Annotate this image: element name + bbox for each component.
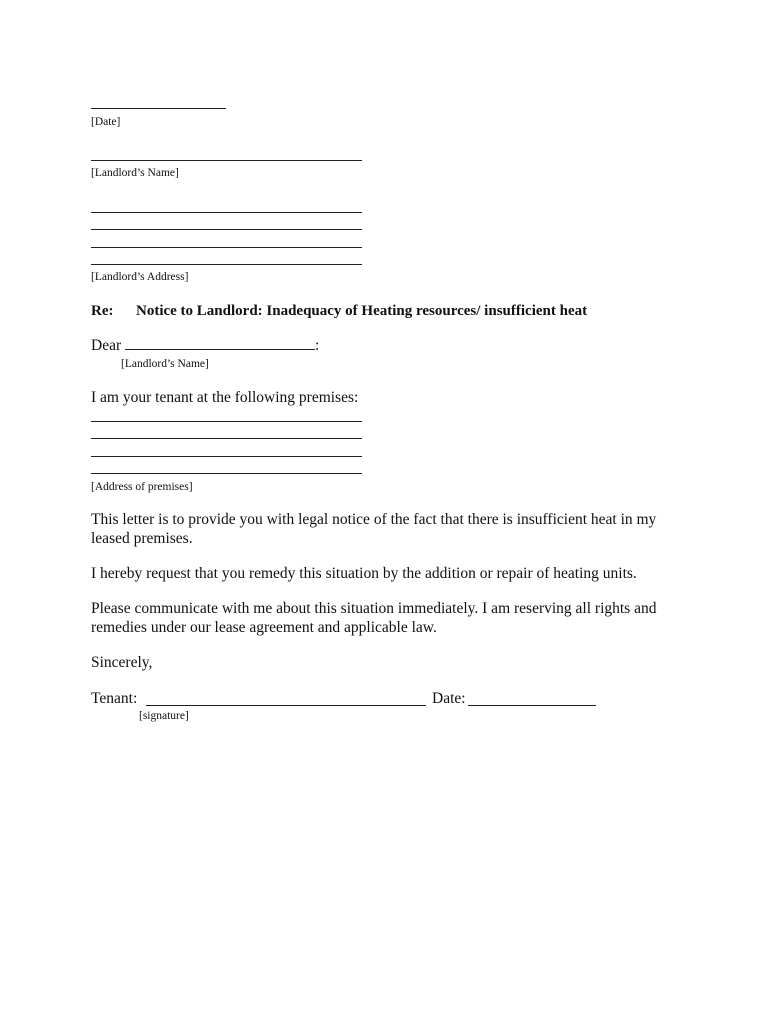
notice-paragraph-line-1: This letter is to provide you with legal notice of the fact that there is insufficient heat in my — [91, 511, 657, 528]
date-sign-label: Date: — [432, 690, 466, 707]
request-paragraph: I hereby request that you remedy this situation by the addition or repair of heating units. — [91, 565, 637, 582]
date-label: [Date] — [91, 116, 121, 128]
tenant-signature-line[interactable] — [146, 705, 426, 706]
premises-label: [Address of premises] — [91, 481, 193, 493]
landlord-name-label: [Landlord’s Name] — [91, 167, 179, 179]
landlord-address-line-4[interactable] — [91, 264, 362, 265]
landlord-address-line-3[interactable] — [91, 247, 362, 248]
subject-prefix: Re: — [91, 303, 114, 319]
salutation-colon: : — [315, 337, 320, 354]
landlord-address-line-2[interactable] — [91, 229, 362, 230]
salutation-name-line[interactable] — [125, 337, 315, 350]
premises-line-2[interactable] — [91, 438, 362, 439]
sign-off: Sincerely, — [91, 654, 153, 671]
salutation-sub-label: [Landlord’s Name] — [121, 358, 209, 370]
subject-title: Notice to Landlord: Inadequacy of Heating resources/ insufficient heat — [136, 303, 588, 319]
landlord-address-label: [Landlord’s Address] — [91, 271, 189, 283]
premises-line-1[interactable] — [91, 421, 362, 422]
salutation-word: Dear — [91, 337, 122, 354]
notice-paragraph-line-2: leased premises. — [91, 530, 193, 547]
premises-line-4[interactable] — [91, 473, 362, 474]
salutation — [91, 336, 319, 355]
premises-line-3[interactable] — [91, 456, 362, 457]
landlord-name-line[interactable] — [91, 160, 362, 161]
signature-label: [signature] — [139, 710, 189, 722]
date-line[interactable] — [91, 108, 226, 109]
tenant-label: Tenant: — [91, 690, 138, 707]
landlord-address-line-1[interactable] — [91, 212, 362, 213]
premises-intro: I am your tenant at the following premises: — [91, 389, 359, 406]
communicate-paragraph-line-1: Please communicate with me about this situation immediately. I am reserving all rights and — [91, 600, 657, 617]
communicate-paragraph-line-2: remedies under our lease agreement and applicable law. — [91, 619, 437, 636]
date-sign-line[interactable] — [468, 705, 596, 706]
